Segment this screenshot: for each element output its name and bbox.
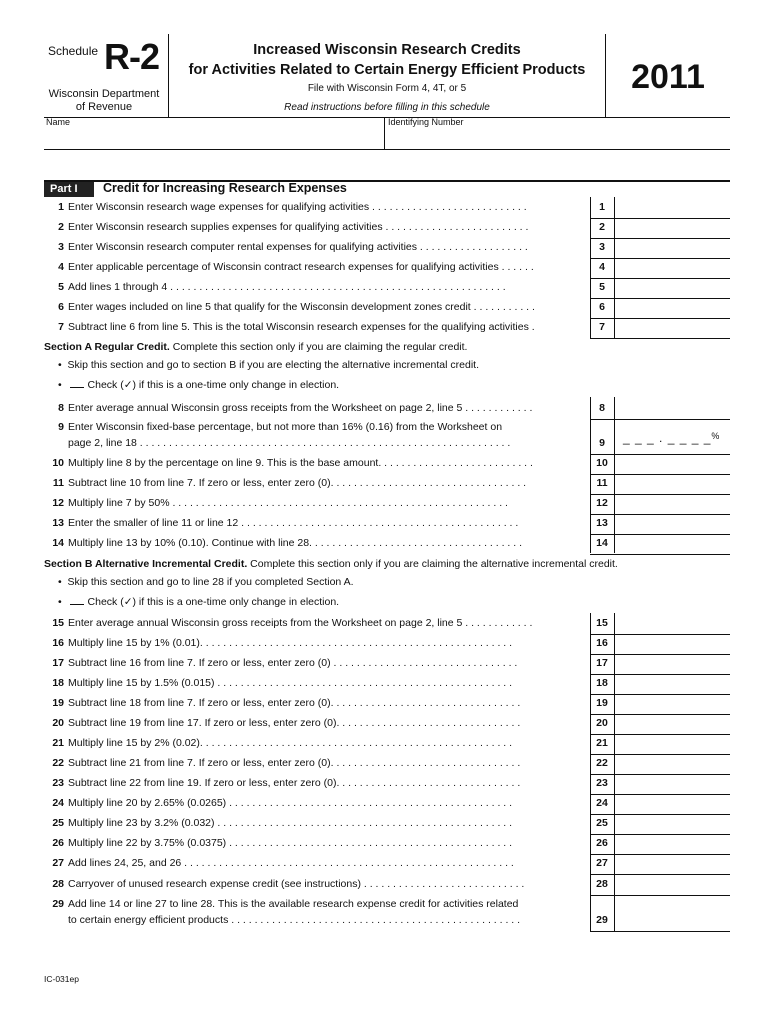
line-description: Enter applicable percentage of Wisconsin contract research expenses for qualifying activities . . . . . . xyxy=(68,261,534,273)
tax-year: 2011 xyxy=(631,58,705,96)
read-instructions-note: Read instructions before filling in this schedule xyxy=(284,102,490,113)
line-box-number: 27 xyxy=(596,857,608,869)
line-number: 16 xyxy=(52,637,64,649)
line-number: 10 xyxy=(52,457,64,469)
line-box-number: 20 xyxy=(596,717,608,729)
line-24-amount-field[interactable] xyxy=(614,794,730,814)
part1-title: Credit for Increasing Research Expenses xyxy=(103,181,347,195)
line-26-amount-field[interactable] xyxy=(614,834,730,854)
line-description: Carryover of unused research expense credit (see instructions) . . . . . . . . . . . . . . . . . . . . . . . . . . . . xyxy=(68,878,525,890)
name-id-divider xyxy=(384,117,385,149)
line-box-number: 16 xyxy=(596,637,608,649)
line-number: 17 xyxy=(52,657,64,669)
section-b-bullet-check: • Check (✓) if this is a one-time only change in election. xyxy=(58,596,340,608)
section-a-bullet-skip: • Skip this section and go to section B if you are electing the alternative incremental credit. xyxy=(58,359,479,371)
line-description: Subtract line 18 from line 7. If zero or less, enter zero (0). . . . . . . . . . . . . . . . . . . . . . . . . . . . . . . . . xyxy=(68,697,521,709)
line-description: Subtract line 21 from line 7. If zero or less, enter zero (0). . . . . . . . . . . . . . . . . . . . . . . . . . . . . . . . . xyxy=(68,757,521,769)
line-description: Enter the smaller of line 11 or line 12 . . . . . . . . . . . . . . . . . . . . . . . . . . . . . . . . . . . . . . . . . . . . . . . . xyxy=(68,517,519,529)
section-b-skip-text: Skip this section and go to line 28 if you completed Section A. xyxy=(67,576,354,588)
line-description: Add lines 1 through 4 . . . . . . . . . . . . . . . . . . . . . . . . . . . . . . . . . . . . . . . . . . . . . . . . . . . . . . . . . . xyxy=(68,281,506,293)
department-name: Wisconsin Department of Revenue xyxy=(48,88,160,113)
line-29-amount-field[interactable] xyxy=(614,911,730,931)
line-number: 4 xyxy=(58,261,64,273)
form-title-line2: for Activities Related to Certain Energy Efficient Products xyxy=(188,62,586,78)
name-row-bottom-rule xyxy=(44,149,730,150)
line-number: 26 xyxy=(52,837,64,849)
form-id: IC-031ep xyxy=(44,974,79,984)
section-b-check-text: Check (✓) if this is a one-time only change in election. xyxy=(87,596,340,608)
line-number: 15 xyxy=(52,617,64,629)
section-a-title: Section A Regular Credit. xyxy=(44,341,170,353)
line-number: 21 xyxy=(52,737,64,749)
section-a-check-text: Check (✓) if this is a one-time only change in election. xyxy=(87,379,340,391)
line-19-amount-field[interactable] xyxy=(614,694,730,714)
line-box-number: 9 xyxy=(599,437,605,449)
section-b-subtitle: Complete this section only if you are claiming the alternative incremental credit. xyxy=(247,558,618,570)
line-1-amount-field[interactable] xyxy=(614,198,730,218)
line-number: 27 xyxy=(52,857,64,869)
line-number: 22 xyxy=(52,757,64,769)
section-b-bullet-skip: • Skip this section and go to line 28 if you completed Section A. xyxy=(58,576,354,588)
line-box-number: 15 xyxy=(596,617,608,629)
line-description: Enter Wisconsin research computer rental expenses for qualifying activities . . . . . . . . . . . . . . . . . . . xyxy=(68,241,528,253)
name-row-top-rule xyxy=(44,117,730,118)
line-description: Multiply line 7 by 50% . . . . . . . . . . . . . . . . . . . . . . . . . . . . . . . . . . . . . . . . . . . . . . . . . . . . . . . . . . xyxy=(68,497,508,509)
line-2-amount-field[interactable] xyxy=(614,218,730,238)
section-b-election-checkbox[interactable] xyxy=(70,595,84,605)
line-12-amount-field[interactable] xyxy=(614,494,730,514)
section-b-heading xyxy=(44,558,618,570)
line-box-number: 13 xyxy=(596,517,608,529)
line-27-amount-field[interactable] xyxy=(614,854,730,874)
line-description: Enter Wisconsin fixed-base percentage, but not more than 16% (0.16) from the Worksheet on xyxy=(68,421,503,433)
file-with-note: File with Wisconsin Form 4, 4T, or 5 xyxy=(307,83,467,94)
line-number: 3 xyxy=(58,241,64,253)
line-box-number: 12 xyxy=(596,497,608,509)
line-number: 2 xyxy=(58,221,64,233)
part1-badge: Part I xyxy=(44,182,94,197)
line-description: Enter Wisconsin research supplies expenses for qualifying activities . . . . . . . . . . . . . . . . . . . . . . . . . xyxy=(68,221,529,233)
line-description: Add lines 24, 25, and 26 . . . . . . . . . . . . . . . . . . . . . . . . . . . . . . . . . . . . . . . . . . . . . . . . . . . . . . . . . xyxy=(68,857,514,869)
line-17-amount-field[interactable] xyxy=(614,654,730,674)
line-box-number: 7 xyxy=(599,321,605,333)
line-box-number: 4 xyxy=(599,261,605,273)
line-description: Enter average annual Wisconsin gross receipts from the Worksheet on page 2, line 5 . . . . . . . . . . . . xyxy=(68,402,533,414)
line-7-amount-field[interactable] xyxy=(614,318,730,338)
line-description: Multiply line 20 by 2.65% (0.0265) . . . . . . . . . . . . . . . . . . . . . . . . . . . . . . . . . . . . . . . . . . . . . . . . . xyxy=(68,797,513,809)
line-description: Add line 14 or line 27 to line 28. This is the available research expense credit for activities related xyxy=(68,898,519,910)
section-b-title: Section B Alternative Incremental Credit. xyxy=(44,558,248,570)
identifying-number-field[interactable] xyxy=(386,126,730,148)
line-number: 23 xyxy=(52,777,64,789)
line-box-number: 28 xyxy=(596,878,608,890)
line-box-number: 23 xyxy=(596,777,608,789)
line-4-amount-field[interactable] xyxy=(614,258,730,278)
name-label: Name xyxy=(46,117,71,127)
line-box-number: 14 xyxy=(596,537,608,549)
row-rule xyxy=(590,895,730,896)
line-16-amount-field[interactable] xyxy=(614,634,730,654)
line-number: 7 xyxy=(58,321,64,333)
form-line-29 xyxy=(44,898,730,926)
line-box-number: 19 xyxy=(596,697,608,709)
name-field[interactable] xyxy=(44,126,382,148)
line-number: 29 xyxy=(52,898,64,910)
line-description: Multiply line 23 by 3.2% (0.032) . . . . . . . . . . . . . . . . . . . . . . . . . . . . . . . . . . . . . . . . . . . . . . . . . . . xyxy=(68,817,513,829)
schedule-label: Schedule xyxy=(48,44,99,58)
line-28-amount-field[interactable] xyxy=(614,875,730,895)
line-description: Multiply line 13 by 10% (0.10). Continue with line 28. . . . . . . . . . . . . . . . . . . . . . . . . . . . . . . . . . . . . xyxy=(68,537,523,549)
line-box-number: 24 xyxy=(596,797,608,809)
line-11-amount-field[interactable] xyxy=(614,474,730,494)
row-rule xyxy=(590,338,730,339)
line-3-amount-field[interactable] xyxy=(614,238,730,258)
line-description: Multiply line 22 by 3.75% (0.0375) . . . . . . . . . . . . . . . . . . . . . . . . . . . . . . . . . . . . . . . . . . . . . . . . . xyxy=(68,837,513,849)
line-20-amount-field[interactable] xyxy=(614,714,730,734)
line-number: 6 xyxy=(58,301,64,313)
line-number: 1 xyxy=(58,201,64,213)
line-number: 20 xyxy=(52,717,64,729)
line-number: 28 xyxy=(52,878,64,890)
line-18-amount-field[interactable] xyxy=(614,674,730,694)
line-number: 25 xyxy=(52,817,64,829)
row-rule xyxy=(590,931,730,932)
section-a-heading xyxy=(44,341,467,353)
line-box-number: 25 xyxy=(596,817,608,829)
form-title-line1: Increased Wisconsin Research Credits xyxy=(253,42,521,58)
line-21-amount-field[interactable] xyxy=(614,734,730,754)
percent-placeholder: _ _ _ . _ _ _ _ xyxy=(623,431,712,445)
line-box-number: 1 xyxy=(599,201,605,213)
line-number: 14 xyxy=(52,537,64,549)
section-a-bullet-check: • Check (✓) if this is a one-time only change in election. xyxy=(58,379,340,391)
section-a-skip-text: Skip this section and go to section B if you are electing the alternative incremental credit. xyxy=(67,359,479,371)
line-description: Multiply line 15 by 1% (0.01). . . . . . . . . . . . . . . . . . . . . . . . . . . . . . . . . . . . . . . . . . . . . . . . . . . . . . xyxy=(68,637,513,649)
line-box-number: 2 xyxy=(599,221,605,233)
line-description: Enter average annual Wisconsin gross receipts from the Worksheet on page 2, line 5 . . . . . . . . . . . . xyxy=(68,617,533,629)
line-description: Subtract line 22 from line 19. If zero or less, enter zero (0). . . . . . . . . . . . . . . . . . . . . . . . . . . . . . . . xyxy=(68,777,521,789)
line-box-number: 17 xyxy=(596,657,608,669)
line-box-number: 6 xyxy=(599,301,605,313)
line-number: 8 xyxy=(58,402,64,414)
line-5-amount-field[interactable] xyxy=(614,278,730,298)
row-rule xyxy=(590,554,730,555)
section-a-election-checkbox[interactable] xyxy=(70,378,84,388)
line-6-amount-field[interactable] xyxy=(614,298,730,318)
line-number: 18 xyxy=(52,677,64,689)
line-8-amount-field[interactable] xyxy=(614,399,730,419)
line-description: Enter Wisconsin research wage expenses for qualifying activities . . . . . . . . . . . . . . . . . . . . . . . . . . . xyxy=(68,201,527,213)
line-description-cont: to certain energy efficient products . . . . . . . . . . . . . . . . . . . . . . . . . . . . . . . . . . . . . . . . . . . . . . . . . . xyxy=(68,914,521,926)
line-box-number: 10 xyxy=(596,457,608,469)
form-code: R-2 xyxy=(104,36,160,77)
line-description: Enter wages included on line 5 that qualify for the Wisconsin development zones credit . . . . . . . . . . . xyxy=(68,301,535,313)
line-description: Multiply line 15 by 1.5% (0.015) . . . . . . . . . . . . . . . . . . . . . . . . . . . . . . . . . . . . . . . . . . . . . . . . . . . xyxy=(68,677,513,689)
line-description: Multiply line 8 by the percentage on line 9. This is the base amount. . . . . . . . . . . . . . . . . . . . . . . . . . . xyxy=(68,457,533,469)
line-number: 13 xyxy=(52,517,64,529)
line-box-number: 22 xyxy=(596,757,608,769)
line-number: 24 xyxy=(52,797,64,809)
line-box-number: 26 xyxy=(596,837,608,849)
percent-sign: % xyxy=(711,431,721,441)
line-23-amount-field[interactable] xyxy=(614,774,730,794)
line-description: Subtract line 10 from line 7. If zero or less, enter zero (0). . . . . . . . . . . . . . . . . . . . . . . . . . . . . . . . . . xyxy=(68,477,527,489)
line-number: 9 xyxy=(58,421,64,433)
line-box-number: 21 xyxy=(596,737,608,749)
section-a-subtitle: Complete this section only if you are claiming the regular credit. xyxy=(169,341,468,353)
line-box-number: 11 xyxy=(596,477,608,489)
line-description: Subtract line 16 from line 7. If zero or less, enter zero (0) . . . . . . . . . . . . . . . . . . . . . . . . . . . . . . . . xyxy=(68,657,518,669)
line-25-amount-field[interactable] xyxy=(614,814,730,834)
line-box-number: 8 xyxy=(599,402,605,414)
identifying-number-label: Identifying Number xyxy=(388,117,464,127)
row-rule xyxy=(590,419,730,420)
line-description: Subtract line 6 from line 5. This is the total Wisconsin research expenses for the qualifying activities . xyxy=(68,321,535,333)
line-description: Multiply line 15 by 2% (0.02). . . . . . . . . . . . . . . . . . . . . . . . . . . . . . . . . . . . . . . . . . . . . . . . . . . . . . xyxy=(68,737,513,749)
line-13-amount-field[interactable] xyxy=(614,514,730,534)
line-box-number: 5 xyxy=(599,281,605,293)
line-22-amount-field[interactable] xyxy=(614,754,730,774)
line-box-number: 3 xyxy=(599,241,605,253)
header-divider-left xyxy=(168,34,169,118)
line-10-amount-field[interactable] xyxy=(614,454,730,474)
fixed-base-percentage-field[interactable] xyxy=(623,431,720,445)
line-box-number: 18 xyxy=(596,677,608,689)
line-number: 12 xyxy=(52,497,64,509)
line-number: 5 xyxy=(58,281,64,293)
line-description: Subtract line 19 from line 17. If zero or less, enter zero (0). . . . . . . . . . . . . . . . . . . . . . . . . . . . . . . . xyxy=(68,717,521,729)
line-15-amount-field[interactable] xyxy=(614,614,730,634)
line-number: 11 xyxy=(52,477,64,489)
line-14-amount-field[interactable] xyxy=(614,534,730,554)
line-box-number: 29 xyxy=(596,914,608,926)
line-description-cont: page 2, line 18 . . . . . . . . . . . . . . . . . . . . . . . . . . . . . . . . . . . . . . . . . . . . . . . . . . . . . . . . . . . . . . . . xyxy=(68,437,511,449)
line-number: 19 xyxy=(52,697,64,709)
